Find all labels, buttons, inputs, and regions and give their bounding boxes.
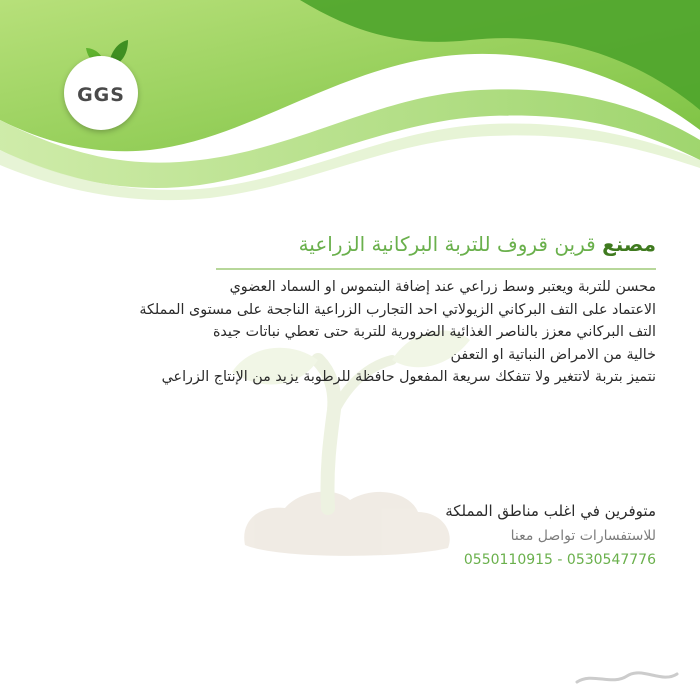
watermark-logo [572, 666, 682, 690]
logo-text: GGS [77, 84, 125, 106]
title-block [216, 232, 656, 256]
page-title [216, 232, 656, 256]
description-line: الاعتماد على التف البركاني الزيولاتي احد التجارب الزراعية الناجحة على مستوى المملكة [139, 301, 656, 318]
description-line: خالية من الامراض النباتية او التعفن [450, 346, 656, 363]
description-line: نتميز بتربة لاتتغير ولا تتفكك سريعة المفعول حافظة للرطوبة يزيد من الإنتاج الزراعي [161, 369, 656, 385]
availability-text: متوفرين في اغلب مناطق المملكة [445, 502, 656, 520]
title-rest: قرين قروف للتربة البركانية الزراعية [298, 232, 596, 256]
contact-block [356, 498, 656, 572]
company-logo [64, 56, 138, 130]
inquiries-text: للاستفسارات تواصل معنا [510, 528, 656, 544]
phone-numbers[interactable]: 0550110915 - 0530547776 [463, 552, 656, 568]
description [26, 276, 656, 389]
title-divider [216, 268, 656, 270]
title-bold: مصنع [602, 232, 656, 256]
description-line: التف البركاني معزز بالناصر الغذائية الضرورية للتربة حتى تعطي نباتات جيدة [212, 324, 656, 340]
description-line: محسن للتربة ويعتبر وسط زراعي عند إضافة البتموس او السماد العضوي [229, 279, 656, 295]
